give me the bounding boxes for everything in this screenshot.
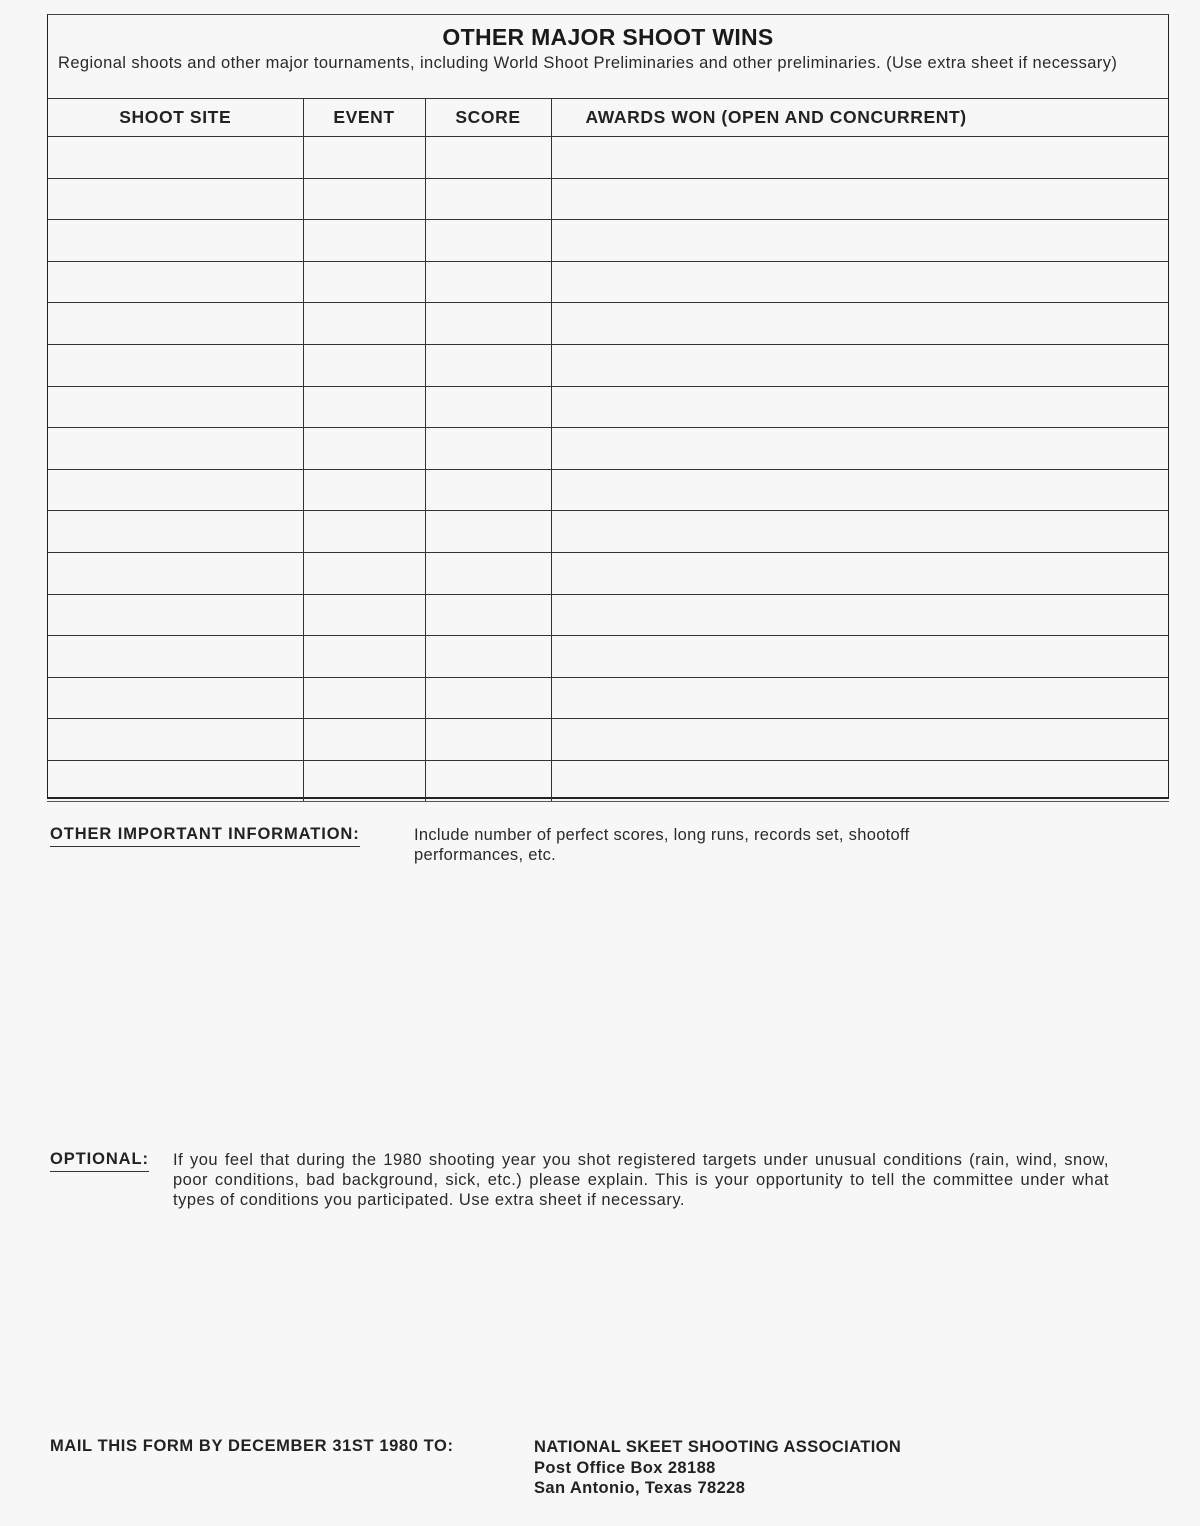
event-cell[interactable]	[303, 594, 425, 636]
score-cell[interactable]	[425, 594, 551, 636]
awards-won-cell[interactable]	[551, 220, 1168, 262]
table-row	[48, 552, 1168, 594]
awards-won-cell[interactable]	[551, 261, 1168, 303]
awards-won-cell[interactable]	[551, 303, 1168, 345]
shoot-site-cell[interactable]	[48, 469, 303, 511]
awards-won-cell[interactable]	[551, 760, 1168, 802]
shoot-site-cell[interactable]	[48, 552, 303, 594]
awards-won-cell[interactable]	[551, 137, 1168, 179]
column-header-awards-won: AWARDS WON (OPEN AND CONCURRENT)	[551, 99, 1168, 137]
event-cell[interactable]	[303, 636, 425, 678]
event-cell[interactable]	[303, 220, 425, 262]
shoot-site-cell[interactable]	[48, 178, 303, 220]
shoot-site-cell[interactable]	[48, 636, 303, 678]
score-cell[interactable]	[425, 677, 551, 719]
optional-label-text: OPTIONAL	[50, 1150, 143, 1168]
table-row	[48, 386, 1168, 428]
table-row	[48, 261, 1168, 303]
score-cell[interactable]	[425, 428, 551, 470]
shoot-site-cell[interactable]	[48, 594, 303, 636]
score-cell[interactable]	[425, 469, 551, 511]
event-cell[interactable]	[303, 344, 425, 386]
event-cell[interactable]	[303, 428, 425, 470]
shoot-site-cell[interactable]	[48, 719, 303, 761]
event-cell[interactable]	[303, 719, 425, 761]
awards-won-cell[interactable]	[551, 428, 1168, 470]
table-row	[48, 636, 1168, 678]
shoot-site-cell[interactable]	[48, 428, 303, 470]
mailing-address	[534, 1437, 901, 1499]
score-cell[interactable]	[425, 719, 551, 761]
event-cell[interactable]	[303, 760, 425, 802]
other-info-instructions: Include number of perfect scores, long runs, records set, shootoff performances, etc.	[414, 826, 910, 864]
table-row	[48, 428, 1168, 470]
other-info-label	[50, 825, 360, 847]
score-cell[interactable]	[425, 137, 551, 179]
address-city-state-zip: San Antonio, Texas 78228	[534, 1479, 746, 1497]
event-cell[interactable]	[303, 677, 425, 719]
shoot-site-cell[interactable]	[48, 511, 303, 553]
section-description: Regional shoots and other major tournaments, including World Shoot Preliminaries and other preliminaries. (Use extra sheet if necessary)	[58, 54, 1118, 72]
optional-separator: :	[142, 1150, 149, 1168]
awards-won-cell[interactable]	[551, 511, 1168, 553]
score-cell[interactable]	[425, 386, 551, 428]
event-cell[interactable]	[303, 137, 425, 179]
column-header-event: EVENT	[303, 99, 425, 137]
shoot-wins-table	[48, 98, 1168, 802]
other-info-label-text: OTHER IMPORTANT INFORMATION	[50, 825, 354, 843]
shoot-wins-form	[47, 14, 1169, 799]
optional-instructions: If you feel that during the 1980 shooting year you shot registered targets under unusual conditions (rain, wind, snow, poor conditions, bad background, sick, etc.) please explain. This is your opportunity to tell the committee under what types of conditions you participated. Use extra sheet if necessary.	[173, 1151, 1109, 1209]
table-row	[48, 511, 1168, 553]
awards-won-cell[interactable]	[551, 677, 1168, 719]
awards-won-cell[interactable]	[551, 636, 1168, 678]
awards-won-cell[interactable]	[551, 719, 1168, 761]
score-cell[interactable]	[425, 178, 551, 220]
awards-won-cell[interactable]	[551, 178, 1168, 220]
shoot-site-cell[interactable]	[48, 137, 303, 179]
event-cell[interactable]	[303, 261, 425, 303]
mail-deadline-label: MAIL THIS FORM BY DECEMBER 31ST 1980 TO:	[50, 1437, 454, 1455]
table-row	[48, 178, 1168, 220]
table-row	[48, 220, 1168, 262]
shoot-site-cell[interactable]	[48, 261, 303, 303]
score-cell[interactable]	[425, 344, 551, 386]
shoot-site-cell[interactable]	[48, 220, 303, 262]
other-info-separator: :	[353, 825, 360, 843]
event-cell[interactable]	[303, 303, 425, 345]
table-row	[48, 137, 1168, 179]
table-row	[48, 469, 1168, 511]
awards-won-cell[interactable]	[551, 469, 1168, 511]
table-row	[48, 344, 1168, 386]
table-row	[48, 677, 1168, 719]
form-bottom-rule	[47, 801, 1169, 802]
score-cell[interactable]	[425, 261, 551, 303]
shoot-site-cell[interactable]	[48, 386, 303, 428]
score-cell[interactable]	[425, 552, 551, 594]
awards-won-cell[interactable]	[551, 552, 1168, 594]
event-cell[interactable]	[303, 469, 425, 511]
score-cell[interactable]	[425, 303, 551, 345]
shoot-site-cell[interactable]	[48, 677, 303, 719]
address-organization: NATIONAL SKEET SHOOTING ASSOCIATION	[534, 1438, 902, 1456]
event-cell[interactable]	[303, 178, 425, 220]
event-cell[interactable]	[303, 386, 425, 428]
table-row	[48, 303, 1168, 345]
awards-won-cell[interactable]	[551, 386, 1168, 428]
event-cell[interactable]	[303, 552, 425, 594]
score-cell[interactable]	[425, 511, 551, 553]
awards-won-cell[interactable]	[551, 344, 1168, 386]
optional-label	[50, 1150, 149, 1172]
score-cell[interactable]	[425, 220, 551, 262]
table-row	[48, 719, 1168, 761]
shoot-site-cell[interactable]	[48, 760, 303, 802]
column-header-score: SCORE	[425, 99, 551, 137]
section-title: OTHER MAJOR SHOOT WINS	[442, 24, 774, 50]
table-header-row	[48, 99, 1168, 137]
awards-won-cell[interactable]	[551, 594, 1168, 636]
shoot-site-cell[interactable]	[48, 303, 303, 345]
column-header-shoot-site: SHOOT SITE	[48, 99, 303, 137]
score-cell[interactable]	[425, 760, 551, 802]
table-row	[48, 594, 1168, 636]
event-cell[interactable]	[303, 511, 425, 553]
table-body	[48, 137, 1168, 803]
shoot-site-cell[interactable]	[48, 344, 303, 386]
score-cell[interactable]	[425, 636, 551, 678]
address-po-box: Post Office Box 28188	[534, 1458, 716, 1477]
table-row	[48, 760, 1168, 802]
